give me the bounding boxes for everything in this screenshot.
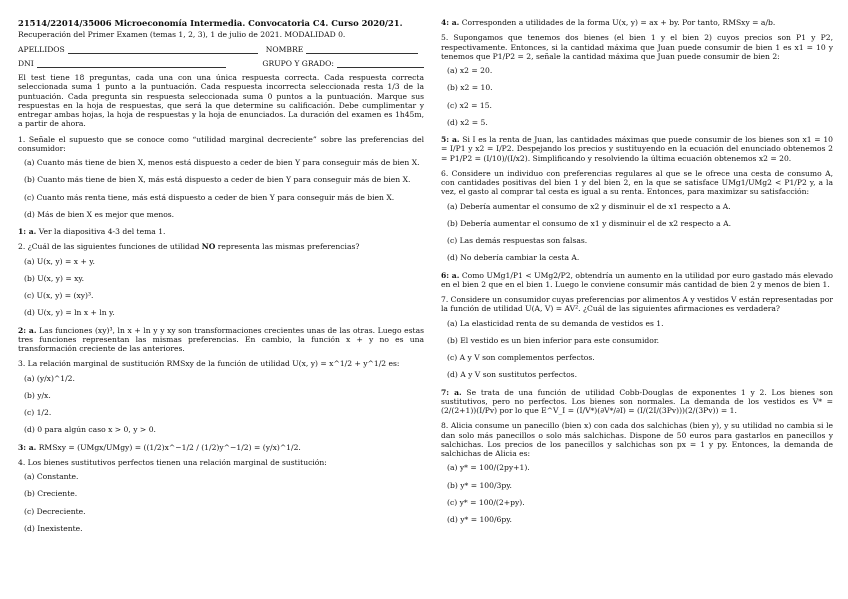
question-1-stem: 1. Señale el supuesto que se conoce como “utilidad marginal decreciente” sobre las preferencias del consumidor: [18,134,424,153]
q1-answer: 1: a. Ver la diapositiva 4-3 del tema 1. [18,227,166,236]
q5-option-d: (d) x2 = 5. [447,117,488,127]
id-fields-row [18,59,424,68]
q8-option-d: (d) y* = 100/6py. [447,515,512,524]
q3-option-a: (a) (y/x)^1/2. [24,373,75,383]
q5-answer: 5: a. Si I es la renta de Juan, las cantidades máximas que puede consumir de los bienes son x1 = 10 = I/P1 y x2 = I/P2. Despejando los precios y sustituyendo en la ecuación del enunciado obtenemos 2 = P1/P2 = (I/10)/(I/x2). Simplificando y resolviendo la última ecuación obtenemos x2 = 20. [441,135,833,163]
instructions: El test tiene 18 preguntas, cada una con una única respuesta correcta. Cada respuesta correcta seleccionada suma 1 punto a la puntuación. Cada respuesta incorrecta seleccionada resta 1/3 de la puntuación. Cada pregunta sin respuesta seleccionada suma 0 puntos a la puntuación. Marque sus respuestas en la hoja de respuestas, que será la que determine su calificación. Debe cumplimentar y entregar ambas hojas, la hoja de respuestas y la hoja de enunciados. La duración del examen es 1h45m, a partir de ahora. [18,73,424,129]
q6-answer: 6: a. Como UMg1/P1 < UMg2/P2, obtendría un aumento en la utilidad por euro gastado más elevado en el bien 2 que en el bien 1. Luego le conviene consumir más cantidad de bien 2 y menos de bien 1. [441,270,833,289]
q1-option-c: (c) Cuanto más renta tiene, más está dispuesto a ceder de bien Y para conseguir más de bien X. [24,192,395,202]
q4-option-d: (d) Inexistente. [24,523,83,533]
q3-option-b: (b) y/x. [24,390,51,400]
q4-option-c: (c) Decreciente. [24,506,86,516]
question-8-stem: 8. Alicia consume un panecillo (bien x) con cada dos salchichas (bien y), y su utilidad no cambia si le dan solo más panecillos o solo más salchichas. Dispone de 50 euros para gastarlos en panecillos y salchichas. Los precios de los panecillos y salchichas son px = 1 y py. Entonces, la demanda de salchichas de Alicia es: [441,421,833,458]
q2-option-b: (b) U(x, y) = xy. [24,273,85,283]
q4-answer: 4: a. Corresponden a utilidades de la forma U(x, y) = ax + by. Por tanto, RMSxy = a/b. [441,18,776,27]
q5-option-c: (c) x2 = 15. [447,100,492,110]
dni-label: DNI [18,58,34,68]
q5-option-b: (b) x2 = 10. [447,83,493,93]
q5-option-a: (a) x2 = 20. [447,66,493,75]
question-4-stem: 4. Los bienes sustitutivos perfectos tienen una relación marginal de sustitución: [18,457,327,467]
q1-option-b: (b) Cuanto más tiene de bien X, más está dispuesto a ceder de bien Y para conseguir más de bien X. [24,175,411,185]
question-6-stem: 6. Considere un individuo con preferencias regulares al que se le ofrece una cesta de consumo A, con cantidades positivas del bien 1 y del bien 2, en la que se satisface UMg1/UMg2 < P1/P2 y, a la vez, el gasto al comprar tal cesta es igual a su renta. Entonces, para maximizar su satisfacción: [441,168,833,197]
nombre-label: NOMBRE [265,44,304,54]
apellidos-field[interactable] [68,45,258,54]
q7-option-c: (c) A y V son complementos perfectos. [447,353,595,362]
q6-option-b: (b) Debería aumentar el consumo de x1 y disminuir el de x2 respecto a A. [447,218,731,228]
q2-option-a: (a) U(x, y) = x + y. [24,256,95,266]
left-column [18,18,424,541]
q2-option-c: (c) U(x, y) = (xy)³. [24,291,94,300]
question-3-stem: 3. La relación marginal de sustitución RMSxy de la función de utilidad U(x, y) = x^1/2 + y^1/2 es: [18,359,400,369]
q7-answer: 7: a. Se trata de una función de utilidad Cobb-Douglas de exponentes 1 y 2. Los bienes son sustitutivos, pero no perfectos. Los bienes son normales. La demanda de los vestidos es V* = (2/(2+1))(I/Pv) por lo que E^V_I = (I/V*)(∂V*/∂I) = (I/(2I/(3Pv)))(2/(3Pv)) = 1. [441,387,833,415]
grupo-label: GRUPO Y GRADO: [262,58,334,68]
q4-option-b: (b) Creciente. [24,489,78,499]
q6-option-c: (c) Las demás respuestas son falsas. [447,236,588,245]
q7-option-b: (b) El vestido es un bien inferior para este consumidor. [447,335,660,345]
q2-answer: 2: a. Las funciones (xy)³, ln x + ln y y xy son transformaciones crecientes unas de las otras. Luego estas tres funciones representan las mismas preferencias. En cambio, la función x + y no es una transformación creciente de las anteriores. [18,325,424,353]
q3-answer: 3: a. RMSxy = (UMgx/UMgy) = ((1/2)x^−1/2 / (1/2)y^−1/2) = (y/x)^1/2. [18,442,301,452]
right-column [441,18,833,532]
question-5-stem: 5. Supongamos que tenemos dos bienes (el bien 1 y el bien 2) cuyos precios son P1 y P2, respectivamente. Entonces, si la cantidad máxima que Juan puede consumir de bien 1 es x1 = 10 y tenemos que P1/P2 = 2, señale la cantidad máxima que Juan puede consumir de bien 2: [441,33,833,61]
q1-option-a: (a) Cuanto más tiene de bien X, menos está dispuesto a ceder de bien Y para conseguir más de bien X. [24,158,420,167]
q3-option-c: (c) 1/2. [24,408,52,417]
q8-option-c: (c) y* = 100/(2+py). [447,497,525,507]
exam-title: 21514/22014/35006 Microeconomía Intermedia. Convocatoria C4. Curso 2020/21. [18,18,403,28]
q6-option-a: (a) Debería aumentar el consumo de x2 y disminuir el de x1 respecto a A. [447,201,731,211]
name-fields-row [18,45,424,54]
exam-subtitle: Recuperación del Primer Examen (temas 1, 2, 3), 1 de julio de 2021. MODALIDAD 0. [18,30,346,40]
q8-option-a: (a) y* = 100/(2py+1). [447,463,530,473]
nombre-field[interactable] [306,45,418,54]
q3-option-d: (d) 0 para algún caso x > 0, y > 0. [24,425,156,435]
q4-option-a: (a) Constante. [24,472,79,481]
q1-option-d: (d) Más de bien X es mejor que menos. [24,209,175,219]
question-2-stem: 2. ¿Cuál de las siguientes funciones de utilidad NO representa las mismas preferencias? [18,242,360,252]
q7-option-a: (a) La elasticidad renta de su demanda de vestidos es 1. [447,318,664,328]
q6-option-d: (d) No debería cambiar la cesta A. [447,253,580,263]
apellidos-label: APELLIDOS [18,44,65,54]
dni-field[interactable] [37,59,227,68]
q2-option-d: (d) U(x, y) = ln x + ln y. [24,308,115,318]
q7-option-d: (d) A y V son sustitutos perfectos. [447,370,577,380]
grupo-field[interactable] [337,59,424,68]
q8-option-b: (b) y* = 100/3py. [447,480,512,490]
question-7-stem: 7. Considere un consumidor cuyas preferencias por alimentos A y vestidos V están representadas por la función de utilidad U(A, V) = AV². ¿Cuál de las siguientes afirmaciones es verdadera? [441,295,833,314]
